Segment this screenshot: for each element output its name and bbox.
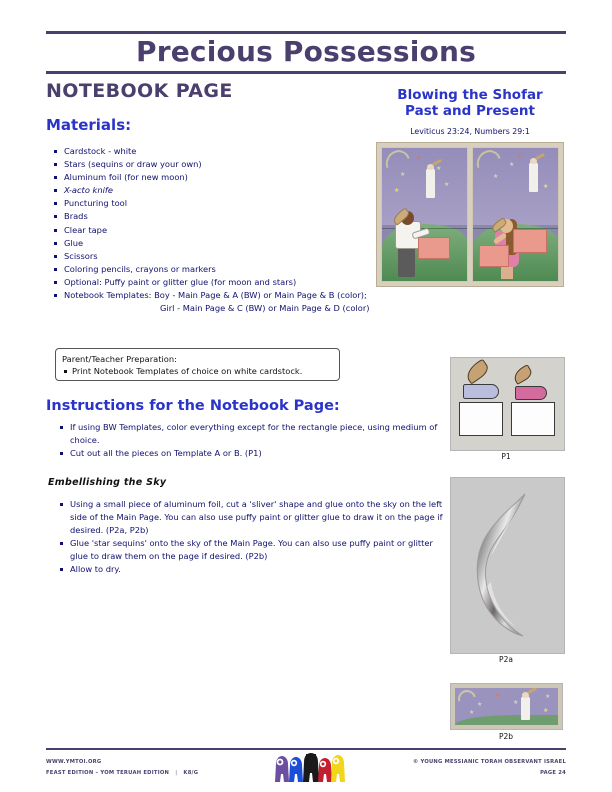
illustration-panel-boy: [381, 147, 468, 282]
instructions-heading: Instructions for the Notebook Page:: [46, 398, 340, 414]
parent-teacher-preparation-box: [55, 348, 340, 381]
templates-line-girl: Girl - Main Page & C (BW) or Main Page & D (color): [160, 303, 370, 314]
list-item-templates: [52, 289, 452, 315]
prep-item: Print Notebook Templates of choice on white cardstock.: [62, 365, 333, 378]
scripture-reference: Leviticus 23:24, Numbers 29:1: [410, 127, 530, 136]
star-icon: ★: [400, 172, 406, 178]
p2b-scene: [455, 688, 558, 725]
prep-heading: Parent/Teacher Preparation:: [62, 354, 177, 364]
boy-arm-cutout: [463, 384, 499, 399]
list-item: Allow to dry.: [58, 563, 448, 576]
star-icon: ★: [469, 710, 475, 716]
footer-left: [46, 757, 198, 779]
page-title: Precious Possessions: [136, 35, 476, 68]
star-icon: ★: [545, 694, 551, 700]
list-item: Clear tape: [52, 224, 452, 237]
star-icon: ★: [517, 154, 523, 160]
list-item: Aluminum foil (for new moon): [52, 171, 452, 184]
illustration-title-line2: Past and Present: [405, 103, 535, 119]
list-item: Coloring pencils, crayons or markers: [52, 263, 452, 276]
templates-line-boy: Notebook Templates: Boy - Main Page & A (BW) or Main Page & B (color);: [64, 290, 367, 301]
footer-right: [413, 757, 566, 779]
star-icon: ★: [543, 184, 549, 190]
footer-copyright: © YOUNG MESSIANIC TORAH OBSERVANT ISRAEL: [413, 759, 566, 765]
p2b-ground: [455, 715, 558, 725]
illustration-panel-girl: [472, 147, 559, 282]
shofar-blower-figure: [521, 696, 530, 720]
list-item: Using a small piece of aluminum foil, cut a 'sliver' shape and glue onto the sky on the left side of the Main Page. You can also use puffy paint or glitter glue to draw it on the page if desired. (P2a, P2b): [58, 498, 448, 537]
photo-p2a: [450, 477, 565, 654]
footer-website[interactable]: WWW.YMTOI.ORG: [46, 759, 102, 765]
photo-label-p1: P1: [501, 452, 511, 461]
foil-sliver-shape: [473, 490, 533, 640]
star-icon: ★: [513, 700, 519, 706]
distant-shofar-blower: [529, 162, 538, 192]
instructions-list-primary: [58, 421, 448, 460]
star-icon: ★: [444, 182, 450, 188]
instructions-list-sky: [58, 498, 448, 577]
distant-shofar-blower: [426, 168, 435, 198]
photo-label-p2a: P2a: [499, 655, 513, 664]
footer-rule: [46, 748, 566, 750]
list-item: Puncturing tool: [52, 197, 452, 210]
photo-label-p2b: P2b: [498, 732, 514, 741]
hebrew-plaque: [418, 237, 450, 259]
star-icon: ★: [493, 174, 499, 180]
materials-heading: Materials:: [46, 116, 132, 134]
star-icon: ★: [495, 693, 501, 699]
header-rule-bottom: [46, 71, 566, 74]
hebrew-plaque: [513, 229, 547, 253]
list-item: X-acto knife: [52, 184, 452, 197]
list-item: Cardstock - white: [52, 145, 452, 158]
illustration-title-line1: Blowing the Shofar: [397, 87, 543, 103]
list-item: Optional: Puffy paint or glitter glue (for moon and stars): [52, 276, 452, 289]
star-icon: ★: [477, 702, 483, 708]
girl-legs: [501, 265, 513, 279]
star-icon: ★: [416, 156, 422, 162]
footer-edition-line: [46, 768, 198, 779]
shofar-cutout: [463, 358, 491, 384]
list-item: Stars (sequins or draw your own): [52, 158, 452, 171]
hebrew-plaque: [479, 245, 509, 267]
girl-arm-cutout: [515, 386, 547, 400]
list-item: Glue: [52, 237, 452, 250]
footer-grade: K8/G: [183, 770, 199, 776]
footer-divider: |: [175, 770, 178, 776]
star-icon: ★: [394, 188, 400, 194]
illustration-title: [370, 87, 570, 119]
list-item: Scissors: [52, 250, 452, 263]
star-icon: ★: [436, 166, 442, 172]
instructions-subheading: Embellishing the Sky: [48, 477, 167, 488]
list-item: If using BW Templates, color everything except for the rectangle piece, using medium of choice.: [58, 421, 448, 447]
photo-p2b: [450, 683, 563, 730]
rectangle-card-cutout: [459, 402, 503, 436]
star-icon: ★: [509, 162, 515, 168]
crescent-moon-icon: [455, 688, 479, 711]
list-item: Glue 'star sequins' onto the sky of the Main Page. You can also use puffy paint or glitter glue to draw them on the page if desired. (P2b): [58, 537, 448, 563]
section-heading-notebook-page: NOTEBOOK PAGE: [46, 80, 233, 102]
ymtoi-logo-icon: [268, 752, 348, 786]
star-icon: ★: [543, 708, 549, 714]
photo-p1: [450, 357, 565, 451]
list-item: Brads: [52, 210, 452, 223]
footer-page-number: PAGE 24: [540, 770, 566, 776]
list-item: Cut out all the pieces on Template A or B. (P1): [58, 447, 448, 460]
shofar-illustration: [376, 142, 564, 287]
shofar-cutout: [511, 364, 534, 385]
shofar-icon: [527, 688, 537, 694]
footer-edition: FEAST EDITION – YOM TERUAH EDITION: [46, 770, 170, 776]
rectangle-card-cutout: [511, 402, 555, 436]
